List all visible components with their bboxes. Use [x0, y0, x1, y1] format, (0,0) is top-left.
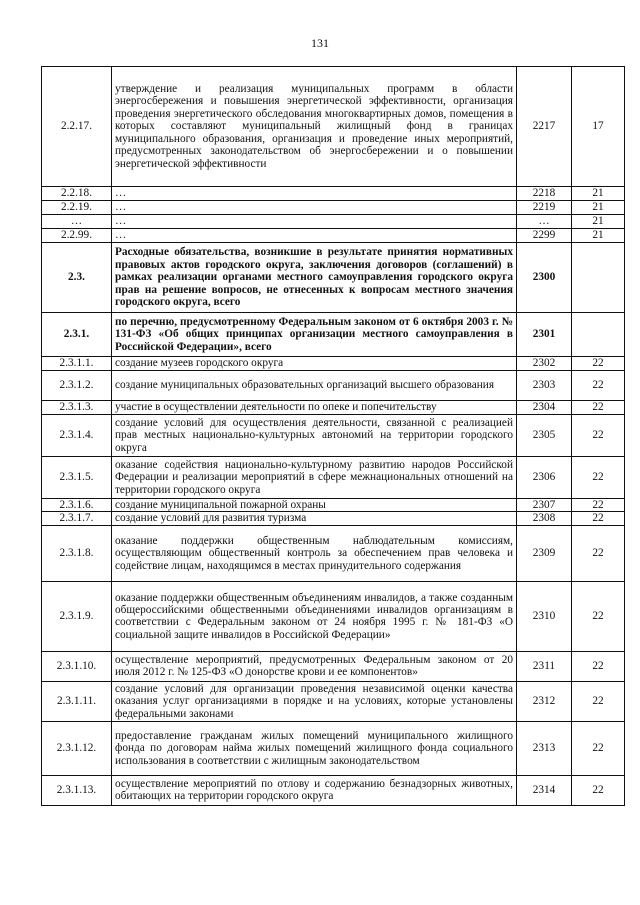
row-number-cell: 2.2.99. [42, 229, 112, 243]
row-code-cell: 2310 [517, 581, 572, 651]
row-code-cell: 2217 [517, 67, 572, 187]
row-section-cell: 21 [572, 229, 625, 243]
row-code-cell: 2299 [517, 229, 572, 243]
row-description-cell: оказание поддержки общественным наблюдательным комиссиям, осуществляющим общественный контроль за обеспечением прав человека и содействие лицам, находящимся в местах принудительного содержания [112, 525, 517, 581]
table-row [42, 775, 625, 805]
row-section-cell: 22 [572, 775, 625, 805]
row-number-cell: 2.3.1.2. [42, 371, 112, 401]
row-section-cell: 22 [572, 401, 625, 415]
row-description-cell: утверждение и реализация муниципальных программ в области энергосбережения и повышения энергетической эффективности, организация проведения энергетического обследования многоквартирных домов, помещения в которых составляют муниципальный жилищный фонд в границах муниципального образования, организация и проведение иных мероприятий, предусмотренных законодательством об энергосбережении и о повышении энергетической эффективности [112, 67, 517, 187]
row-code-cell: 2309 [517, 525, 572, 581]
row-description-cell: … [112, 201, 517, 215]
row-description-cell: … [112, 229, 517, 243]
row-section-cell: 21 [572, 215, 625, 229]
table-row [42, 499, 625, 512]
table-row [42, 371, 625, 401]
row-section-cell: 22 [572, 651, 625, 681]
row-description-cell: создание музеев городского округа [112, 357, 517, 371]
row-number-cell: 2.3.1.10. [42, 651, 112, 681]
row-description-cell: осуществление мероприятий, предусмотренных Федеральным законом от 20 июля 2012 г. № 125-ФЗ «О донорстве крови и ее компонентов» [112, 651, 517, 681]
row-number-cell: … [42, 215, 112, 229]
row-section-cell: 22 [572, 415, 625, 457]
row-description-cell: оказание содействия национально-культурному развитию народов Российской Федерации и реализации мероприятий в сфере межнациональных отношений на территории городского округа [112, 457, 517, 499]
row-section-cell [572, 313, 625, 357]
row-section-cell: 21 [572, 187, 625, 201]
row-section-cell: 21 [572, 201, 625, 215]
table-row [42, 525, 625, 581]
row-code-cell: 2301 [517, 313, 572, 357]
row-number-cell: 2.3.1.11. [42, 681, 112, 721]
row-section-cell: 22 [572, 499, 625, 512]
row-description-cell: создание муниципальной пожарной охраны [112, 499, 517, 512]
row-section-cell: 17 [572, 67, 625, 187]
row-description-cell: создание условий для развития туризма [112, 512, 517, 525]
row-section-cell: 22 [572, 357, 625, 371]
row-code-cell: 2311 [517, 651, 572, 681]
row-description-cell: создание условий для организации проведения независимой оценки качества оказания услуг организациями в порядке и на условиях, которые установлены федеральными законами [112, 681, 517, 721]
row-section-cell: 22 [572, 681, 625, 721]
table-row [42, 67, 625, 187]
row-code-cell: 2303 [517, 371, 572, 401]
row-code-cell: 2302 [517, 357, 572, 371]
row-code-cell: 2306 [517, 457, 572, 499]
row-description-cell: оказание поддержки общественным объединениям инвалидов, а также созданным общероссийскими общественными объединениями инвалидов организациям в соответствии с Федеральным законом от 24 ноября 1995 г. № 181-ФЗ «О социальной защите инвалидов в Российской Федерации» [112, 581, 517, 651]
row-section-cell: 22 [572, 721, 625, 775]
row-code-cell: 2300 [517, 243, 572, 313]
row-description-cell: создание муниципальных образовательных организаций высшего образования [112, 371, 517, 401]
row-description-cell: участие в осуществлении деятельности по опеке и попечительству [112, 401, 517, 415]
row-description-cell: Расходные обязательства, возникшие в результате принятия нормативных правовых актов городского округа, заключения договоров (соглашений) в рамках реализации органами местного самоуправления городского округа прав на решение вопросов, не отнесенных к вопросам местного значения городского округа, всего [112, 243, 517, 313]
row-description-cell: предоставление гражданам жилых помещений муниципального жилищного фонда по договорам найма жилых помещений жилищного фонда социального использования в соответствии с жилищным законодательством [112, 721, 517, 775]
row-section-cell: 22 [572, 581, 625, 651]
table-row [42, 187, 625, 201]
table-row [42, 243, 625, 313]
table-row [42, 457, 625, 499]
table-row [42, 581, 625, 651]
row-code-cell: 2219 [517, 201, 572, 215]
row-code-cell: 2304 [517, 401, 572, 415]
table-row [42, 681, 625, 721]
row-number-cell: 2.2.17. [42, 67, 112, 187]
table-row [42, 651, 625, 681]
row-number-cell: 2.3.1.9. [42, 581, 112, 651]
row-code-cell: 2314 [517, 775, 572, 805]
row-section-cell: 22 [572, 371, 625, 401]
table-row [42, 415, 625, 457]
row-number-cell: 2.3.1.13. [42, 775, 112, 805]
row-code-cell: 2307 [517, 499, 572, 512]
row-number-cell: 2.3. [42, 243, 112, 313]
row-number-cell: 2.3.1.4. [42, 415, 112, 457]
table-row [42, 401, 625, 415]
row-code-cell: 2313 [517, 721, 572, 775]
row-code-cell: … [517, 215, 572, 229]
row-code-cell: 2312 [517, 681, 572, 721]
row-number-cell: 2.3.1.3. [42, 401, 112, 415]
row-section-cell: 22 [572, 525, 625, 581]
row-description-cell: … [112, 187, 517, 201]
row-code-cell: 2305 [517, 415, 572, 457]
table-row [42, 229, 625, 243]
row-number-cell: 2.2.18. [42, 187, 112, 201]
row-description-cell: по перечню, предусмотренному Федеральным законом от 6 октября 2003 г. № 131-ФЗ «Об общих принципах организации местного самоуправления в Российской Федерации», всего [112, 313, 517, 357]
row-description-cell: осуществление мероприятий по отлову и содержанию безнадзорных животных, обитающих на территории городского округа [112, 775, 517, 805]
row-description-cell: создание условий для осуществления деятельности, связанной с реализацией прав местных национально-культурных автономий на территории городского округа [112, 415, 517, 457]
row-number-cell: 2.3.1.6. [42, 499, 112, 512]
row-code-cell: 2218 [517, 187, 572, 201]
row-number-cell: 2.2.19. [42, 201, 112, 215]
row-number-cell: 2.3.1.8. [42, 525, 112, 581]
table-row [42, 721, 625, 775]
row-section-cell: 22 [572, 512, 625, 525]
page-number: 131 [311, 36, 329, 50]
table-row [42, 215, 625, 229]
table-row [42, 201, 625, 215]
table-row [42, 512, 625, 525]
row-number-cell: 2.3.1.7. [42, 512, 112, 525]
row-number-cell: 2.3.1. [42, 313, 112, 357]
row-section-cell: 22 [572, 457, 625, 499]
row-section-cell [572, 243, 625, 313]
row-number-cell: 2.3.1.1. [42, 357, 112, 371]
obligations-table [41, 66, 625, 806]
row-description-cell: … [112, 215, 517, 229]
row-code-cell: 2308 [517, 512, 572, 525]
table-row [42, 357, 625, 371]
table-row [42, 313, 625, 357]
row-number-cell: 2.3.1.12. [42, 721, 112, 775]
row-number-cell: 2.3.1.5. [42, 457, 112, 499]
